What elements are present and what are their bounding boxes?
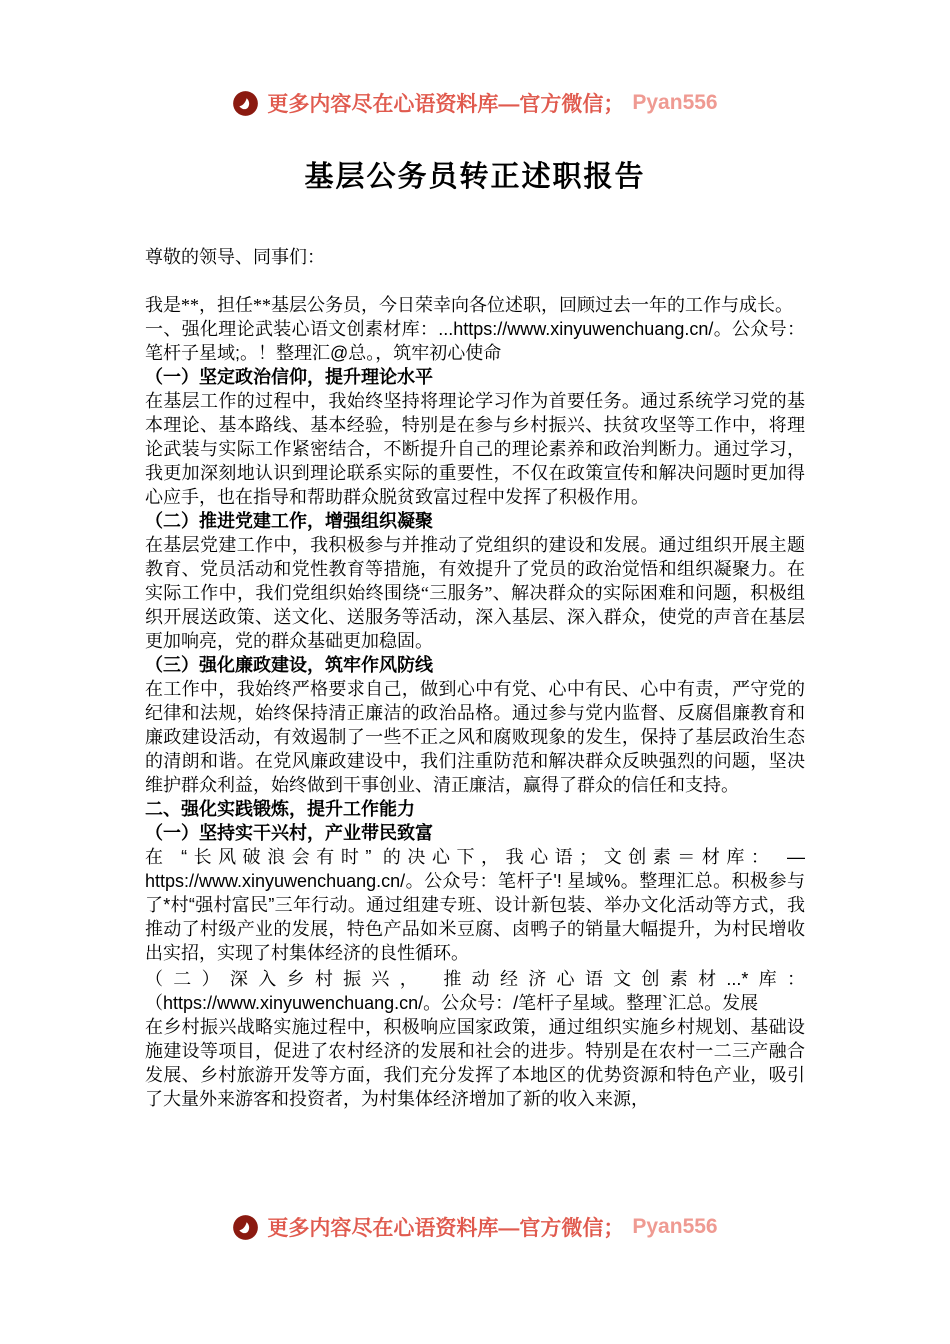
- greeting-line: 尊敬的领导、同事们：: [145, 247, 325, 267]
- section2-sub1-paragraph: 在 “长风破浪会有时” 的决心下，我心语；文创素＝材库： — https://www.xinyuwenchuang.cn/。公众号：笔杆子'! 星域%。整理汇总。积极参与了*村“强村富民”三年行动。通过组建专班、设计新包装、举办文化活动等方式，我推动了村级产业的发展，特色产品如米豆腐、卤鸭子的销量大幅提升，为村民增收出实招，实现了村集体经济的良性循环。: [145, 847, 805, 963]
- document-title: 基层公务员转正述职报告: [304, 161, 646, 193]
- footer-watermark: [0, 1212, 950, 1242]
- brand-logo-icon: [232, 90, 259, 117]
- watermark-account: Pyan556: [632, 1215, 718, 1238]
- section1-heading-with-ad: 一、强化理论武装心语文创素材库：...https://www.xinyuwenchuang.cn/。公众号：笔杆子星域;。！整理汇@总。，筑牢初心使命: [145, 319, 805, 363]
- watermark-text: 更多内容尽在心语资料库—官方微信；: [267, 93, 625, 116]
- section1-sub2-paragraph: 在基层党建工作中，我积极参与并推动了党组织的建设和发展。通过组织开展主题教育、党员活动和党性教育等措施，有效提升了党员的政治觉悟和组织凝聚力。在实际工作中，我们党组织始终围绕“三服务”、解决群众的实际困难和问题，积极组织开展送政策、送文化、送服务等活动，深入基层、深入群众，使党的声音在基层更加响亮，党的群众基础更加稳固。: [145, 535, 805, 651]
- section1-sub3-paragraph: 在工作中，我始终严格要求自己，做到心中有党、心中有民、心中有责，严守党的纪律和法规，始终保持清正廉洁的政治品格。通过参与党内监督、反腐倡廉教育和廉政建设活动，有效遏制了一些不正之风和腐败现象的发生，保持了基层政治生态的清朗和谐。在党风廉政建设中，我们注重防范和解决群众反映强烈的问题，坚决维护群众利益，始终做到干事创业、清正廉洁，赢得了群众的信任和支持。: [145, 679, 805, 795]
- section2-sub2-heading-with-ad: （二）深入乡村振兴， 推动经济心语文创素材...*库： （https://www.xinyuwenchuang.cn/。公众号：/笔杆子星域。整理`汇总。发展: [145, 969, 805, 1013]
- section1-sub1-paragraph: 在基层工作的过程中，我始终坚持将理论学习作为首要任务。通过系统学习党的基本理论、基本路线、基本经验，特别是在参与乡村振兴、扶贫攻坚等工作中，将理论武装与实际工作紧密结合，不断提升自己的理论素养和政治判断力。通过学习，我更加深刻地认识到理论联系实际的重要性，不仅在政策宣传和解决问题时更加得心应手，也在指导和帮助群众脱贫致富过程中发挥了积极作用。: [145, 391, 805, 507]
- document-body: [145, 245, 805, 1111]
- brand-logo-icon: [232, 1214, 259, 1241]
- section2-heading: 二、强化实践锻炼，提升工作能力: [145, 799, 415, 819]
- intro-paragraph: 我是**，担任**基层公务员，今日荣幸向各位述职，回顾过去一年的工作与成长。: [145, 295, 793, 315]
- section2-sub2-paragraph: 在乡村振兴战略实施过程中，积极响应国家政策，通过组织实施乡村规划、基础设施建设等项目，促进了农村经济的发展和社会的进步。特别是在农村一二三产融合发展、乡村旅游开发等方面，我们充分发挥了本地区的优势资源和特色产业，吸引了大量外来游客和投资者，为村集体经济增加了新的收入来源，: [145, 1017, 805, 1109]
- watermark-account: Pyan556: [632, 91, 718, 114]
- section1-sub3-heading: （三）强化廉政建设，筑牢作风防线: [145, 655, 433, 675]
- section2-sub1-heading: （一）坚持实干兴村，产业带民致富: [145, 823, 433, 843]
- header-watermark: [0, 0, 950, 118]
- section1-sub1-heading: （一）坚定政治信仰，提升理论水平: [145, 367, 433, 387]
- section1-sub2-heading: （二）推进党建工作，增强组织凝聚: [145, 511, 433, 531]
- watermark-text: 更多内容尽在心语资料库—官方微信；: [267, 1217, 625, 1240]
